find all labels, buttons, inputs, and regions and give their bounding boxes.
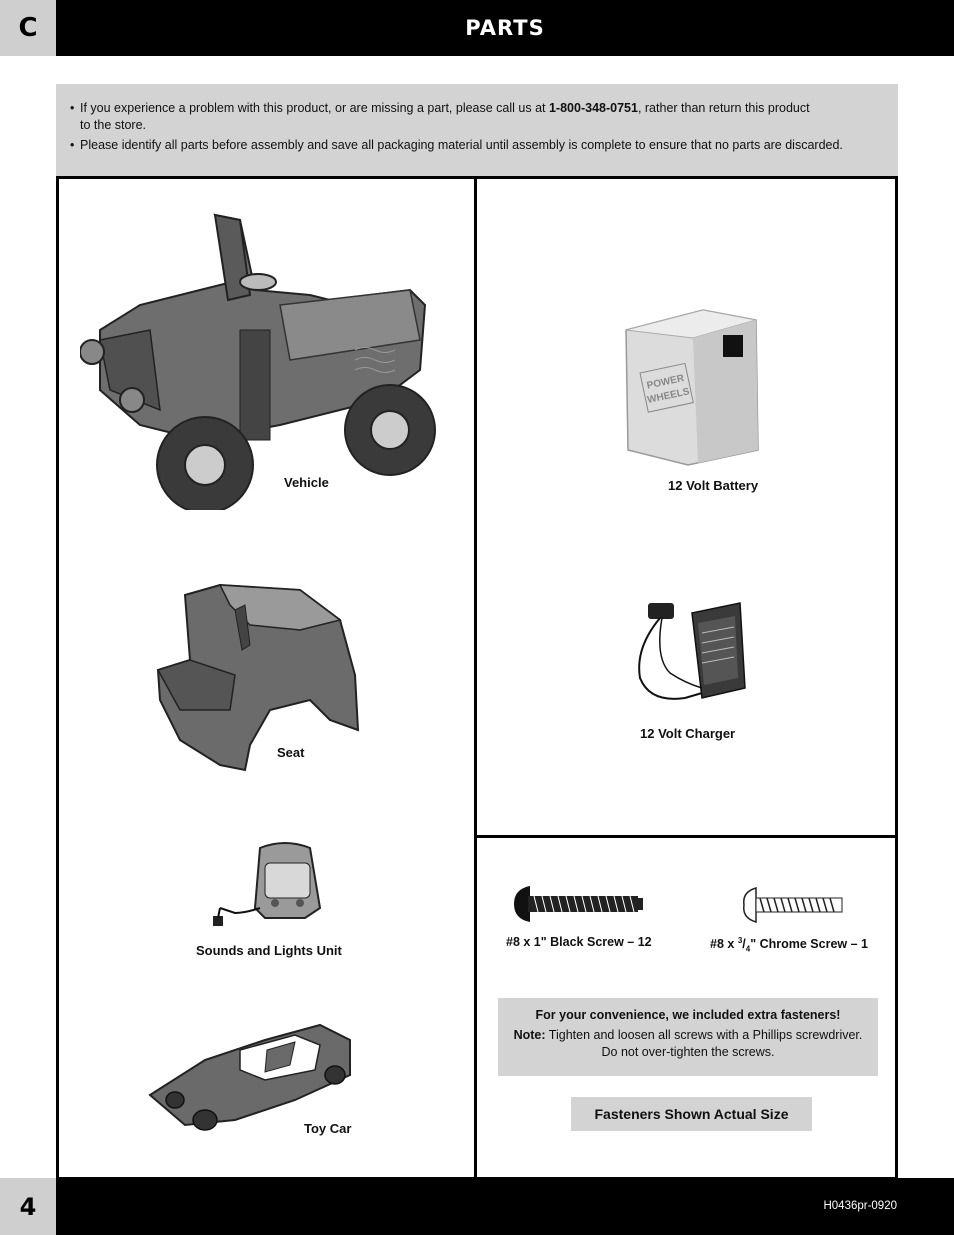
fraction-numerator: 3: [737, 936, 743, 945]
actual-size-label: Fasteners Shown Actual Size: [571, 1097, 812, 1131]
battery-label: 12 Volt Battery: [668, 478, 759, 493]
seat-image: [150, 580, 365, 775]
battery-brand-text: POWER: [645, 373, 686, 392]
page-number-tab: [0, 1178, 56, 1235]
black-screw-label: #8 x 1" Black Screw – 12: [506, 935, 652, 949]
note-text: Tighten and loosen all screws with a Phillips screwdriver.: [545, 1028, 863, 1042]
battery-image: [618, 305, 763, 470]
toy-car-label: Toy Car: [304, 1121, 352, 1136]
phone-number: 1-800-348-0751: [548, 101, 638, 115]
charger-image: [630, 598, 750, 713]
notice-text: If you experience a problem with this product, or are missing a part, please call us at: [80, 101, 549, 115]
chrome-screw-size: #8 x: [710, 937, 738, 952]
notice-box: [56, 84, 898, 176]
convenience-title: For your convenience, we included extra fasteners!: [535, 1008, 841, 1022]
seat-label: Seat: [277, 745, 305, 760]
chrome-screw-image: [740, 886, 848, 924]
notice-text: Please identify all parts before assembly and save all packaging material until assembly is complete to ensure that no parts are discarded.: [80, 138, 843, 152]
fraction-denominator: 4: [745, 944, 751, 954]
sounds-lights-unit-image: [205, 838, 330, 933]
note-label: Note:: [513, 1028, 546, 1042]
vehicle-image: [80, 210, 450, 510]
chrome-screw-label: #8 x $^3/_4$" Chrome Screw – 1: [710, 936, 868, 954]
vehicle-label: Vehicle: [284, 475, 329, 490]
charger-label: 12 Volt Charger: [640, 726, 736, 741]
black-screw-image: [512, 884, 647, 924]
section-letter: C: [18, 13, 38, 43]
header-bar: [56, 0, 954, 56]
notice-text: to the store.: [80, 118, 147, 132]
sounds-lights-label: Sounds and Lights Unit: [196, 943, 342, 958]
footer-bar: [56, 1178, 954, 1235]
chrome-screw-desc: " Chrome Screw – 1: [750, 937, 868, 952]
notice-item-help: [70, 100, 884, 134]
svg-text:WHEELS: WHEELS: [646, 386, 691, 406]
page-number: 4: [19, 1192, 37, 1221]
convenience-note: [498, 998, 878, 1076]
convenience-note-line2: Do not over-tighten the screws.: [601, 1045, 775, 1059]
convenience-note-line1: [498, 1027, 878, 1044]
section-tab: [0, 0, 56, 56]
notice-item-identify: [70, 137, 884, 154]
notice-text: , rather than return this product: [637, 101, 810, 115]
page-title: PARTS: [465, 16, 545, 40]
document-code: H0436pr-0920: [823, 1200, 897, 1212]
